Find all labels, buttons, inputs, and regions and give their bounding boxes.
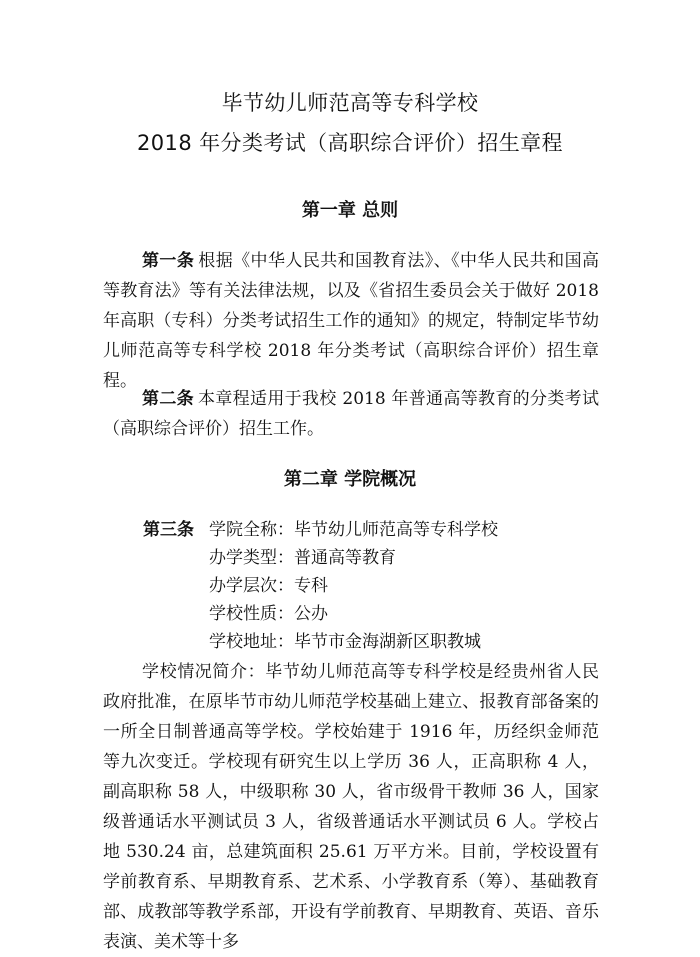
article3-row-full-name (143, 517, 603, 543)
info-value: 毕节幼儿师范高等专科学校 (294, 520, 498, 540)
article2-label: 第二条 (142, 389, 194, 409)
article3-row-address (143, 629, 603, 655)
article3-row-nature (143, 601, 603, 627)
article1-text: 根据《中华人民共和国教育法》、《中华人民共和国高等教育法》等有关法律法规，以及《省招生委员会关于做好 2018 年高职（专科）分类考试招生工作的通知》的规定，特制定毕节幼儿师范高等专科学校 2018 年分类考试（高职综合评价）招生章程。 (103, 251, 600, 391)
info-value: 公办 (294, 604, 328, 624)
article3-label: 第三条 (143, 520, 194, 540)
article2-text: 本章程适用于我校 2018 年普通高等教育的分类考试（高职综合评价）招生工作。 (103, 389, 600, 439)
chapter2-heading: 第二章 学院概况 (283, 469, 417, 490)
article3-row-level (143, 573, 603, 599)
document-title-line2: 2018 年分类考试（高职综合评价）招生章程 (137, 131, 563, 155)
article1-label: 第一条 (142, 251, 195, 271)
school-intro-paragraph: 学校情况简介：毕节幼儿师范高等专科学校是经贵州省人民政府批准，在原毕节市幼儿师范学校基础上建立、报教育部备案的一所全日制普通高等学校。学校始建于 1916 年，历经织金师范等九次变迁。学校现有研究生以上学历 36 人，正高职称 4 人，副高职称 58 人，中级职称 30 人，省市级骨干教师 36 人，国家级普通话水平测试员 3 人，省级普通话水平测试员 6 人。学校占地 530.24 亩，总建筑面积 25.61 万平方米。目前，学校设置有学前教育系、早期教育系、艺术系、小学教育系（筹）、基础教育部、成教部等教学系部，开设有学前教育、早期教育、英语、音乐表演、美术等十多 (103, 662, 599, 952)
article3-row-type (143, 545, 603, 571)
info-value: 专科 (294, 576, 328, 596)
info-value: 普通高等教育 (294, 548, 396, 568)
article2-paragraph (103, 384, 599, 444)
document-title-line1: 毕节幼儿师范高等专科学校 (221, 91, 479, 115)
info-key: 学校性质： (209, 604, 294, 624)
info-key: 学院全称： (209, 520, 294, 540)
info-value: 毕节市金海湖新区职教城 (294, 632, 481, 652)
article1-paragraph (103, 246, 599, 396)
chapter1-heading: 第一章 总则 (301, 200, 399, 221)
info-key: 学校地址： (209, 632, 294, 652)
info-key: 办学类型： (209, 548, 294, 568)
info-key: 办学层次： (209, 576, 294, 596)
